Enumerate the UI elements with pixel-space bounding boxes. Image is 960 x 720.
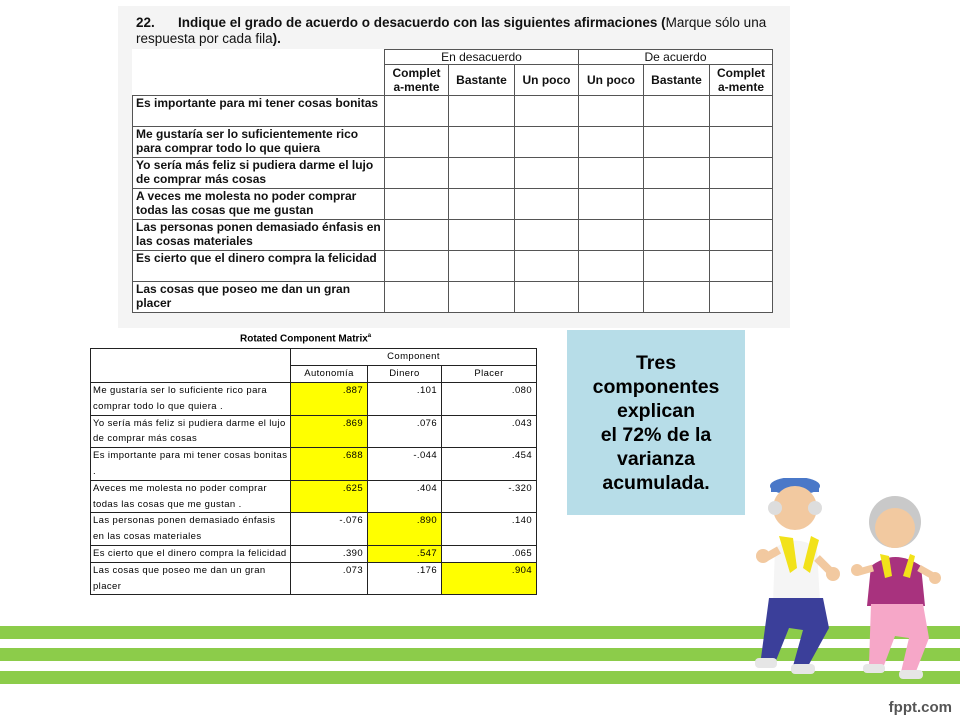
- answer-cell[interactable]: [449, 282, 515, 313]
- rcm-loading-cell: -.076: [291, 513, 368, 546]
- answer-cell[interactable]: [385, 220, 449, 251]
- survey-statement-row: [133, 282, 773, 313]
- rcm-item-label: Aveces me molesta no poder comprar todas las cosas que me gustan .: [91, 480, 291, 513]
- variance-note-text: Tres componentes explican el 72% de la varianza acumulada.: [592, 351, 720, 494]
- question-number: 22.: [136, 15, 155, 30]
- question-text-bold: Indique el grado de acuerdo o desacuerdo con las siguientes afirmaciones (: [178, 15, 666, 30]
- answer-cell[interactable]: [449, 96, 515, 127]
- rcm-item-label: Las cosas que poseo me dan un gran placer: [91, 562, 291, 595]
- rcm-title: [240, 333, 371, 344]
- rcm-loading-cell: .454: [442, 448, 537, 481]
- rcm-col-placer: Placer: [442, 366, 537, 383]
- rcm-title-text: Rotated Component Matrix: [240, 333, 368, 345]
- rcm-loading-cell: .887: [291, 383, 368, 416]
- answer-cell[interactable]: [644, 282, 710, 313]
- rcm-loading-cell: .043: [442, 415, 537, 448]
- subheader-cell: Bastante: [449, 65, 515, 96]
- subheader-cell: Un poco: [515, 65, 579, 96]
- rcm-loading-cell: .140: [442, 513, 537, 546]
- rcm-row: [91, 480, 537, 513]
- rotated-component-matrix: [90, 348, 537, 595]
- group-header-agree: De acuerdo: [579, 50, 773, 65]
- answer-cell[interactable]: [579, 96, 644, 127]
- answer-cell[interactable]: [449, 220, 515, 251]
- rcm-loading-cell: .065: [442, 545, 537, 562]
- statement-cell: Las cosas que poseo me dan un gran placer: [133, 282, 385, 313]
- rcm-row: [91, 513, 537, 546]
- answer-cell[interactable]: [385, 127, 449, 158]
- rcm-row: [91, 448, 537, 481]
- answer-cell[interactable]: [579, 282, 644, 313]
- rcm-col-dinero: Dinero: [368, 366, 442, 383]
- rcm-loading-cell: .688: [291, 448, 368, 481]
- rcm-item-label: Las personas ponen demasiado énfasis en las cosas materiales: [91, 513, 291, 546]
- answer-cell[interactable]: [449, 189, 515, 220]
- group-header-disagree: En desacuerdo: [385, 50, 579, 65]
- statement-cell: A veces me molesta no poder comprar todas las cosas que me gustan: [133, 189, 385, 220]
- rcm-loading-cell: -.320: [442, 480, 537, 513]
- survey-statement-row: [133, 189, 773, 220]
- rcm-loading-cell: -.044: [368, 448, 442, 481]
- fppt-logo: fppt.com: [888, 699, 952, 716]
- survey-body: [133, 96, 773, 313]
- statement-cell: Las personas ponen demasiado énfasis en las cosas materiales: [133, 220, 385, 251]
- answer-cell[interactable]: [579, 127, 644, 158]
- rcm-loading-cell: .890: [368, 513, 442, 546]
- answer-cell[interactable]: [579, 251, 644, 282]
- variance-note-box: [567, 330, 745, 515]
- question-text-plain: Marque sólo una respuesta por cada fila: [136, 15, 767, 46]
- survey-table: [132, 49, 773, 313]
- rcm-title-superscript: a: [367, 333, 372, 339]
- rcm-component-header: Component: [291, 349, 537, 366]
- answer-cell[interactable]: [579, 189, 644, 220]
- subheader-cell: Bastante: [644, 65, 710, 96]
- subheader-cell: Complet a-mente: [710, 65, 773, 96]
- question-title: [136, 15, 776, 47]
- answer-cell[interactable]: [515, 158, 579, 189]
- answer-cell[interactable]: [644, 127, 710, 158]
- answer-cell[interactable]: [515, 127, 579, 158]
- answer-cell[interactable]: [710, 158, 773, 189]
- survey-statement-row: [133, 158, 773, 189]
- rcm-loading-cell: .101: [368, 383, 442, 416]
- survey-statement-row: [133, 220, 773, 251]
- answer-cell[interactable]: [710, 251, 773, 282]
- answer-cell[interactable]: [515, 251, 579, 282]
- rcm-group-row: [91, 349, 537, 366]
- survey-group-row: [133, 50, 773, 65]
- rcm-row: [91, 383, 537, 416]
- rcm-item-label: Yo sería más feliz si pudiera darme el lujo de comprar más cosas: [91, 415, 291, 448]
- answer-cell[interactable]: [644, 251, 710, 282]
- survey-statement-row: [133, 96, 773, 127]
- rcm-loading-cell: .073: [291, 562, 368, 595]
- answer-cell[interactable]: [515, 220, 579, 251]
- elderly-joggers-illustration: [745, 478, 957, 688]
- answer-cell[interactable]: [449, 251, 515, 282]
- statement-cell: Yo sería más feliz si pudiera darme el lujo de comprar más cosas: [133, 158, 385, 189]
- survey-statement-row: [133, 127, 773, 158]
- subheader-cell: Complet a-mente: [385, 65, 449, 96]
- answer-cell[interactable]: [385, 96, 449, 127]
- survey-subheader-row: [133, 65, 773, 96]
- rcm-loading-cell: .625: [291, 480, 368, 513]
- answer-cell[interactable]: [644, 220, 710, 251]
- rcm-item-label: Es cierto que el dinero compra la felicidad: [91, 545, 291, 562]
- rcm-loading-cell: .076: [368, 415, 442, 448]
- answer-cell[interactable]: [710, 220, 773, 251]
- answer-cell[interactable]: [449, 158, 515, 189]
- rcm-loading-cell: .547: [368, 545, 442, 562]
- statement-cell: Me gustaría ser lo suficientemente rico para comprar todo lo que quiera: [133, 127, 385, 158]
- rcm-row: [91, 415, 537, 448]
- survey-statement-row: [133, 251, 773, 282]
- answer-cell[interactable]: [515, 189, 579, 220]
- rcm-row: [91, 545, 537, 562]
- rcm-row: [91, 562, 537, 595]
- rcm-loading-cell: .080: [442, 383, 537, 416]
- answer-cell[interactable]: [644, 189, 710, 220]
- answer-cell[interactable]: [385, 282, 449, 313]
- answer-cell[interactable]: [710, 282, 773, 313]
- rcm-loading-cell: .404: [368, 480, 442, 513]
- answer-cell[interactable]: [579, 158, 644, 189]
- rcm-column-row: [91, 366, 537, 383]
- answer-cell[interactable]: [710, 96, 773, 127]
- answer-cell[interactable]: [385, 189, 449, 220]
- answer-cell[interactable]: [579, 220, 644, 251]
- rcm-loading-cell: .176: [368, 562, 442, 595]
- answer-cell[interactable]: [710, 189, 773, 220]
- answer-cell[interactable]: [644, 96, 710, 127]
- statement-cell: Es cierto que el dinero compra la felicidad: [133, 251, 385, 282]
- question-text-end: ).: [272, 31, 281, 46]
- answer-cell[interactable]: [385, 158, 449, 189]
- jogging-man-figure: [755, 478, 840, 674]
- jogging-woman-figure: [851, 496, 941, 679]
- rcm-col-autonomia: Autonomía: [291, 366, 368, 383]
- rcm-loading-cell: .390: [291, 545, 368, 562]
- statement-cell: Es importante para mi tener cosas bonitas: [133, 96, 385, 127]
- answer-cell[interactable]: [515, 96, 579, 127]
- rcm-item-label: Me gustaría ser lo suficiente rico para comprar todo lo que quiera .: [91, 383, 291, 416]
- answer-cell[interactable]: [449, 127, 515, 158]
- answer-cell[interactable]: [710, 127, 773, 158]
- rcm-item-label: Es importante para mi tener cosas bonitas .: [91, 448, 291, 481]
- subheader-cell: Un poco: [579, 65, 644, 96]
- rcm-loading-cell: .904: [442, 562, 537, 595]
- answer-cell[interactable]: [644, 158, 710, 189]
- rcm-loading-cell: .869: [291, 415, 368, 448]
- rcm-body: [91, 383, 537, 595]
- answer-cell[interactable]: [385, 251, 449, 282]
- answer-cell[interactable]: [515, 282, 579, 313]
